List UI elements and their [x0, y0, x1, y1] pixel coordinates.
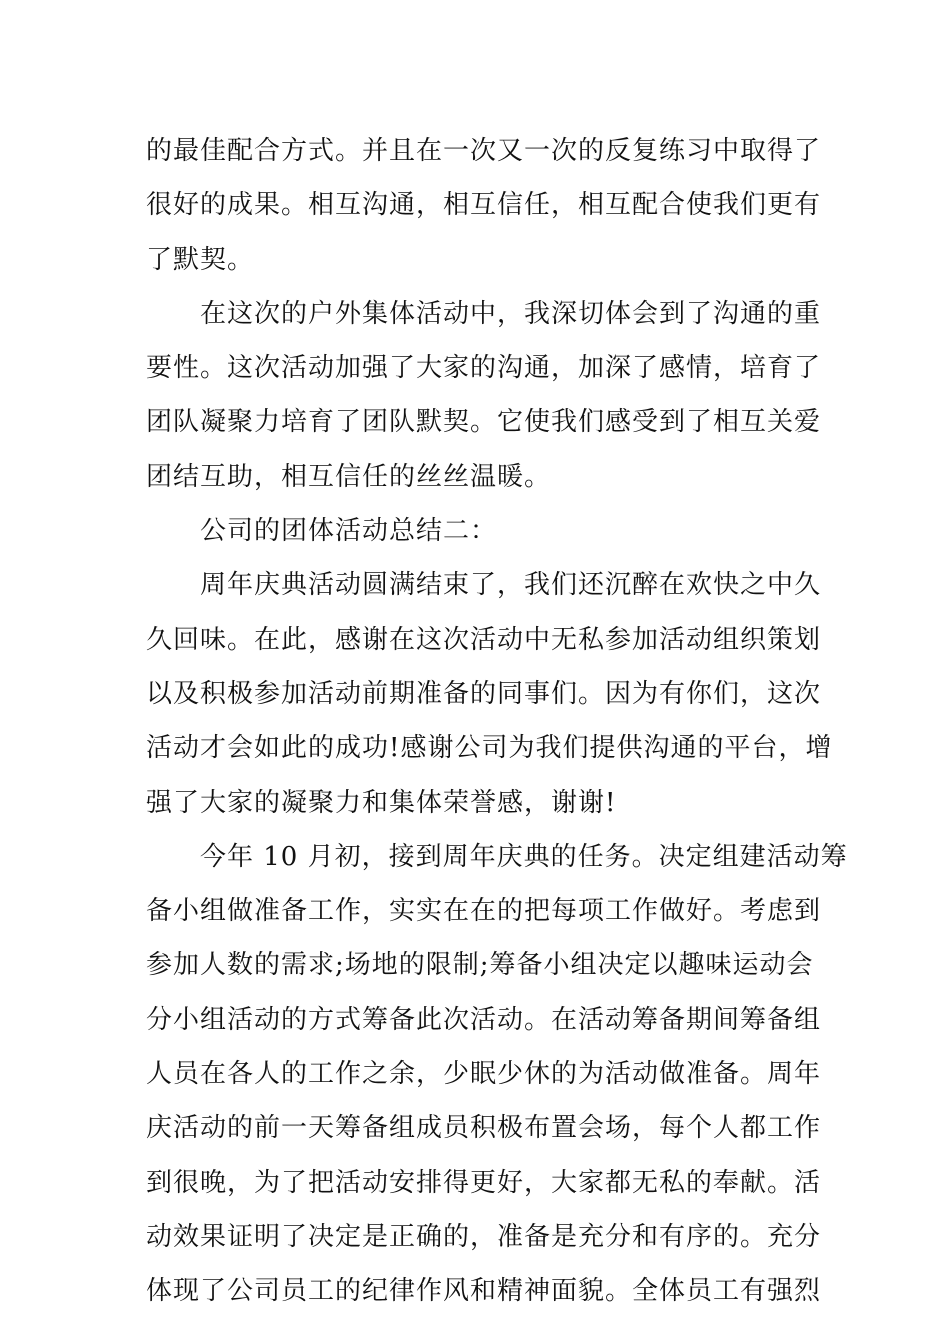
text-line: 到很晚，为了把活动安排得更好，大家都无私的奉献。活	[146, 1167, 822, 1198]
text-line: 团结互助，相互信任的丝丝温暖。	[146, 461, 552, 492]
text-line: 人员在各人的工作之余，少眠少休的为活动做准备。周年	[146, 1059, 822, 1090]
text-line: 动效果证明了决定是正确的，准备是充分和有序的。充分	[146, 1221, 822, 1252]
text-line: 分小组活动的方式筹备此次活动。在活动筹备期间筹备组	[146, 1004, 822, 1035]
text-line: 的最佳配合方式。并且在一次又一次的反复练习中取得了	[146, 136, 822, 166]
text-line: 要性。这次活动加强了大家的沟通，加深了感情，培育了	[146, 353, 822, 384]
text-line: 团队凝聚力培育了团队默契。它使我们感受到了相互关爱	[146, 407, 822, 438]
text-line: 庆活动的前一天筹备组成员积极布置会场，每个人都工作	[146, 1113, 822, 1144]
paragraph	[146, 558, 833, 829]
text-line: 参加人数的需求;场地的限制;筹备小组决定以趣味运动会	[146, 950, 814, 981]
section-heading	[146, 504, 808, 558]
text-line: 以及积极参加活动前期准备的同事们。因为有你们，这次	[146, 678, 822, 709]
text-line: 很好的成果。相互沟通，相互信任，相互配合使我们更有	[146, 190, 822, 221]
text-line: 活动才会如此的成功!感谢公司为我们提供沟通的平台，增	[146, 733, 833, 764]
text-line: 备小组做准备工作，实实在在的把每项工作做好。考虑到	[146, 896, 822, 927]
paragraph	[146, 287, 822, 504]
document-body	[146, 124, 848, 1319]
text-line: 今年 10 月初，接到周年庆典的任务。决定组建活动筹	[200, 841, 848, 872]
text-line: 了默契。	[146, 244, 255, 275]
text-line: 体现了公司员工的纪律作风和精神面貌。全体员工有强烈	[146, 1276, 822, 1307]
paragraph	[146, 124, 822, 287]
text-line: 在这次的户外集体活动中，我深切体会到了沟通的重	[200, 298, 822, 329]
text-line: 周年庆典活动圆满结束了，我们还沉醉在欢快之中久	[200, 570, 822, 601]
text-line: 久回味。在此，感谢在这次活动中无私参加活动组织策划	[146, 624, 822, 655]
text-line: 公司的团体活动总结二：	[200, 516, 498, 547]
paragraph	[146, 830, 848, 1319]
text-line: 强了大家的凝聚力和集体荣誉感，谢谢!	[146, 787, 617, 818]
